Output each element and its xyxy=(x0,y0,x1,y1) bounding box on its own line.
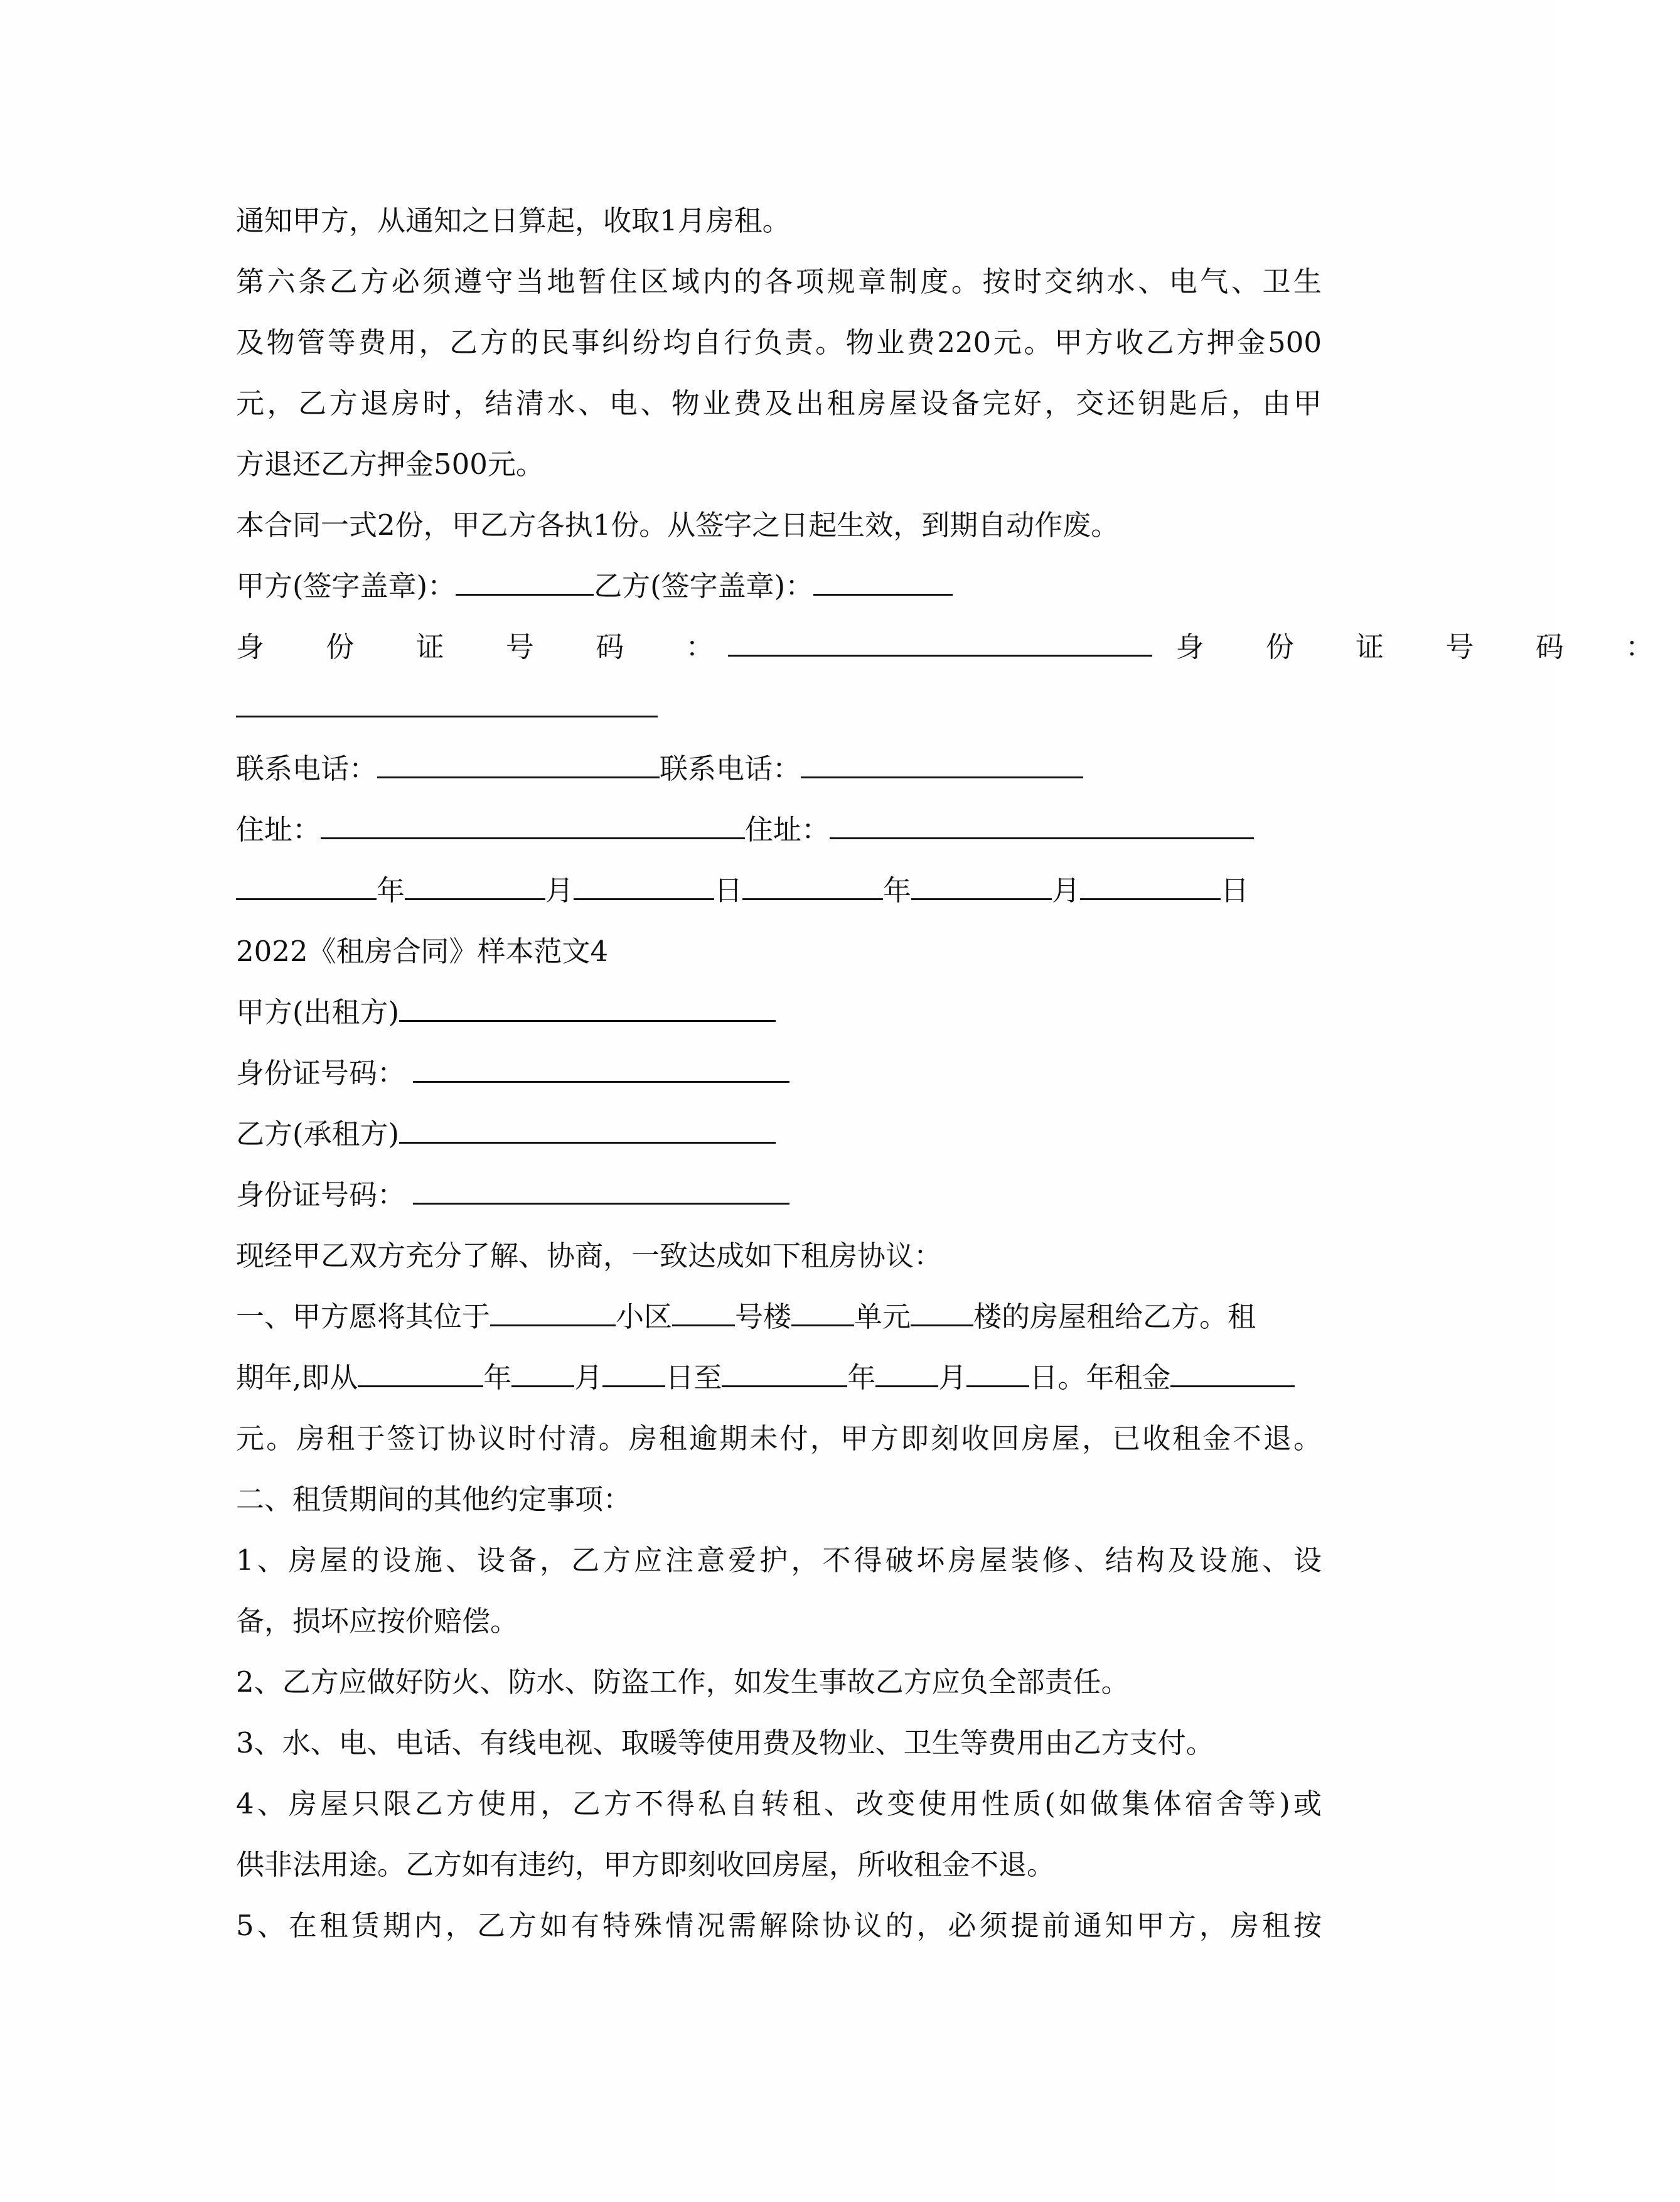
party-a-sign-label: 甲方(签字盖章)： xyxy=(236,569,456,603)
date-row xyxy=(236,872,1322,910)
day-to-label: 日至 xyxy=(665,1361,722,1394)
address-label-b: 住址： xyxy=(745,813,830,846)
start-day-field[interactable] xyxy=(602,1360,665,1387)
lessee-row xyxy=(236,1115,1322,1153)
lessor-id-row xyxy=(236,1055,1322,1092)
list-item: 3、水、电、电话、有线电视、取暖等使用费及物业、卫生等费用由乙方支付。 xyxy=(236,1726,1214,1759)
unit-label: 单元 xyxy=(854,1300,911,1333)
date-b-year-field[interactable] xyxy=(742,873,883,900)
phone-row xyxy=(236,750,1322,788)
lessor-id-label: 身份证号码： xyxy=(236,1056,406,1090)
section-title: 2022《租房合同》样本范文4 xyxy=(236,935,609,968)
lessee-id-field[interactable] xyxy=(413,1178,789,1205)
clause-1-text: 一、甲方愿将其位于 xyxy=(236,1300,491,1333)
phone-label-b: 联系电话： xyxy=(660,752,801,785)
building-label: 号楼 xyxy=(735,1300,792,1333)
list-item: 4、房屋只限乙方使用，乙方不得私自转租、改变使用性质(如做集体宿舍等)或 xyxy=(236,1787,1322,1820)
lessee-field[interactable] xyxy=(399,1117,776,1144)
floor-label: 楼的房屋租给乙方。租 xyxy=(973,1300,1256,1333)
article-six-line-3: 元，乙方退房时，结清水、电、物业费及出租房屋设备完好，交还钥匙后，由甲 xyxy=(236,387,1322,420)
end-day-field[interactable] xyxy=(966,1360,1029,1387)
day-label: 日 xyxy=(1221,874,1249,907)
party-a-address-field[interactable] xyxy=(321,812,745,839)
month-label: 月 xyxy=(545,874,574,907)
id-row xyxy=(236,628,1680,666)
party-a-phone-field[interactable] xyxy=(377,751,660,778)
year-label: 年 xyxy=(847,1361,876,1394)
list-item: 备，损坏应按价赔偿。 xyxy=(236,1604,519,1638)
month-label: 月 xyxy=(938,1361,967,1394)
date-a-month-field[interactable] xyxy=(405,873,545,900)
phone-label-a: 联系电话： xyxy=(236,752,378,785)
clause-1-line-2 xyxy=(236,1359,1322,1397)
address-row xyxy=(236,811,1322,849)
date-b-month-field[interactable] xyxy=(911,873,1052,900)
start-year-field[interactable] xyxy=(358,1360,483,1387)
year-label: 年 xyxy=(483,1361,512,1394)
lessor-row xyxy=(236,994,1322,1031)
date-a-day-field[interactable] xyxy=(574,873,714,900)
article-six-line-2: 及物管等费用，乙方的民事纠纷均自行负责。物业费220元。甲方收乙方押金500 xyxy=(236,326,1322,359)
party-a-id-field[interactable] xyxy=(728,630,1152,657)
community-label: 小区 xyxy=(616,1300,673,1333)
clause-1-line-1 xyxy=(236,1298,1322,1336)
agreement-intro: 现经甲乙双方充分了解、协商，一致达成如下租房协议： xyxy=(236,1239,943,1272)
month-label: 月 xyxy=(574,1361,603,1394)
party-b-phone-field[interactable] xyxy=(801,751,1083,778)
annual-rent-field[interactable] xyxy=(1170,1360,1295,1387)
end-month-field[interactable] xyxy=(875,1360,938,1387)
lessee-id-row xyxy=(236,1176,1322,1214)
party-b-sign-field[interactable] xyxy=(813,569,953,596)
lessor-label: 甲方(出租方) xyxy=(236,996,400,1029)
paragraph-notice: 通知甲方，从通知之日算起，收取1月房租。 xyxy=(236,204,791,237)
party-a-sign-field[interactable] xyxy=(456,569,594,596)
end-year-field[interactable] xyxy=(722,1360,847,1387)
unit-field[interactable] xyxy=(791,1299,854,1326)
party-b-address-field[interactable] xyxy=(830,812,1254,839)
list-item: 5、在租赁期内，乙方如有特殊情况需解除协议的，必须提前通知甲方，房租按 xyxy=(236,1909,1322,1942)
year-label: 年 xyxy=(883,874,912,907)
month-label: 月 xyxy=(1052,874,1081,907)
clause-1-line-3: 元。房租于签订协议时付清。房租逾期未付，甲方即刻收回房屋，已收租金不退。 xyxy=(236,1422,1322,1455)
article-six-line-1: 第六条乙方必须遵守当地暂住区域内的各项规章制度。按时交纳水、电气、卫生 xyxy=(236,265,1322,298)
list-item: 供非法用途。乙方如有违约，甲方即刻收回房屋，所收租金不退。 xyxy=(236,1848,1056,1881)
id-label-b: 身 份 证 号 码 ： xyxy=(1175,630,1680,663)
article-six-line-4: 方退还乙方押金500元。 xyxy=(236,448,544,481)
start-month-field[interactable] xyxy=(511,1360,574,1387)
lessor-id-field[interactable] xyxy=(413,1056,789,1083)
building-field[interactable] xyxy=(672,1299,735,1326)
day-label: 日 xyxy=(714,874,743,907)
lessee-id-label: 身份证号码： xyxy=(236,1178,406,1211)
annual-rent-label: 日。年租金 xyxy=(1029,1361,1171,1394)
lessee-label: 乙方(承租方) xyxy=(236,1117,400,1151)
contract-copies-text: 本合同一式2份，甲乙方各执1份。从签字之日起生效，到期自动作废。 xyxy=(236,508,1120,542)
list-item: 2、乙方应做好防火、防水、防盗工作，如发生事故乙方应负全部责任。 xyxy=(236,1665,1130,1699)
party-b-sign-label: 乙方(签字盖章)： xyxy=(594,569,814,603)
list-item: 1、房屋的设施、设备，乙方应注意爱护，不得破坏房屋装修、结构及设施、设 xyxy=(236,1544,1322,1577)
date-a-year-field[interactable] xyxy=(236,873,377,900)
year-label: 年 xyxy=(377,874,405,907)
id-label-a: 身 份 证 号 码 ： xyxy=(236,630,741,663)
party-b-id-field[interactable] xyxy=(236,690,658,717)
term-label: 期年,即从 xyxy=(236,1361,358,1394)
community-field[interactable] xyxy=(490,1299,616,1326)
date-b-day-field[interactable] xyxy=(1080,873,1221,900)
address-label-a: 住址： xyxy=(236,813,321,846)
id-continuation-row xyxy=(236,689,1322,727)
clause-2-title: 二、租赁期间的其他约定事项： xyxy=(236,1483,632,1516)
signature-row xyxy=(236,567,1322,605)
floor-field[interactable] xyxy=(911,1299,973,1326)
lessor-field[interactable] xyxy=(399,995,776,1022)
